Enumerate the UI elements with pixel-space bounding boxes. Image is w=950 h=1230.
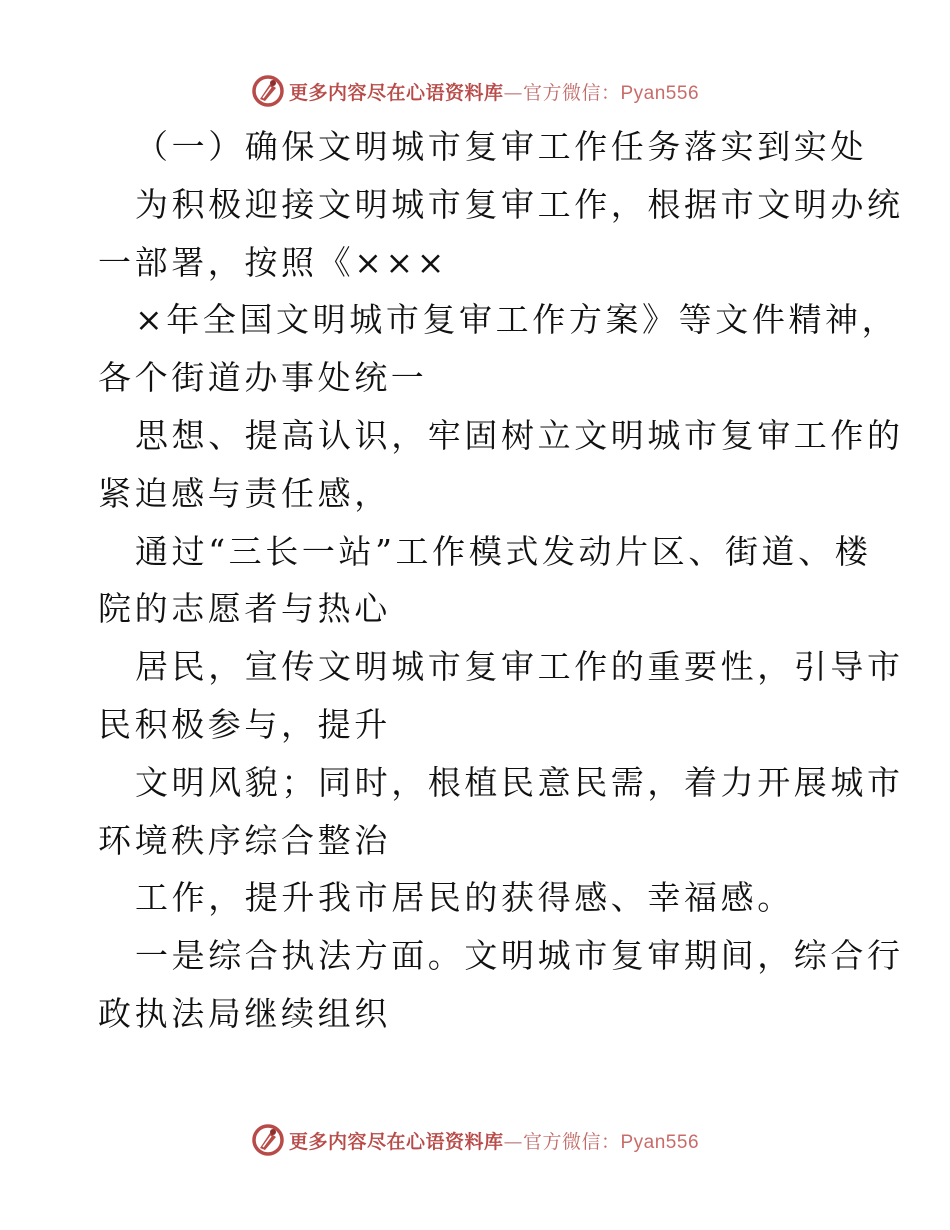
paragraph-line: 政执法局继续组织 [98, 993, 391, 1033]
pen-logo-icon [251, 74, 285, 108]
header-watermark [0, 71, 950, 111]
paragraph-line: 环境秩序综合整治 [98, 820, 391, 860]
document-body [98, 118, 904, 1043]
watermark-sub: 官方微信： [522, 81, 621, 104]
paragraph-line: 思想、提高认识，牢固树立文明城市复审工作的 [135, 415, 904, 455]
watermark-sub: 官方微信： [522, 1130, 621, 1153]
watermark-id: Pyan556 [620, 82, 700, 104]
paragraph-line: 民积极参与，提升 [98, 704, 391, 744]
paragraph-line: 院的志愿者与热心 [98, 589, 391, 629]
pen-logo-icon [251, 1123, 285, 1157]
paragraph-line: 通过“三长一站”工作模式发动片区、街道、楼 [135, 531, 872, 571]
paragraph-line: 为积极迎接文明城市复审工作，根据市文明办统 [135, 184, 904, 224]
watermark-text [289, 78, 699, 105]
watermark-text [289, 1127, 699, 1154]
section-heading: （一）确保文明城市复审工作任务落实到实处 [135, 127, 867, 166]
paragraph-line: 各个街道办事处统一 [98, 358, 428, 398]
paragraph-line: 一部署，按照《××× [98, 242, 448, 282]
paragraph-line: 工作，提升我市居民的获得感、幸福感。 [135, 878, 794, 918]
watermark-dash: — [503, 81, 523, 104]
watermark-id: Pyan556 [620, 1131, 700, 1153]
paragraph-line: 居民，宣传文明城市复审工作的重要性，引导市 [135, 647, 904, 687]
paragraph-line: 紧迫感与责任感， [98, 473, 391, 513]
paragraph-line: ×年全国文明城市复审工作方案》等文件精神， [135, 300, 899, 340]
watermark-dash: — [503, 1130, 523, 1153]
watermark-main: 更多内容尽在心语资料库 [288, 1130, 504, 1153]
watermark-main: 更多内容尽在心语资料库 [288, 81, 504, 104]
footer-watermark [0, 1120, 950, 1160]
paragraph-line: 文明风貌；同时，根植民意民需，着力开展城市 [135, 762, 904, 802]
paragraph-line: 一是综合执法方面。文明城市复审期间，综合行 [135, 936, 904, 976]
